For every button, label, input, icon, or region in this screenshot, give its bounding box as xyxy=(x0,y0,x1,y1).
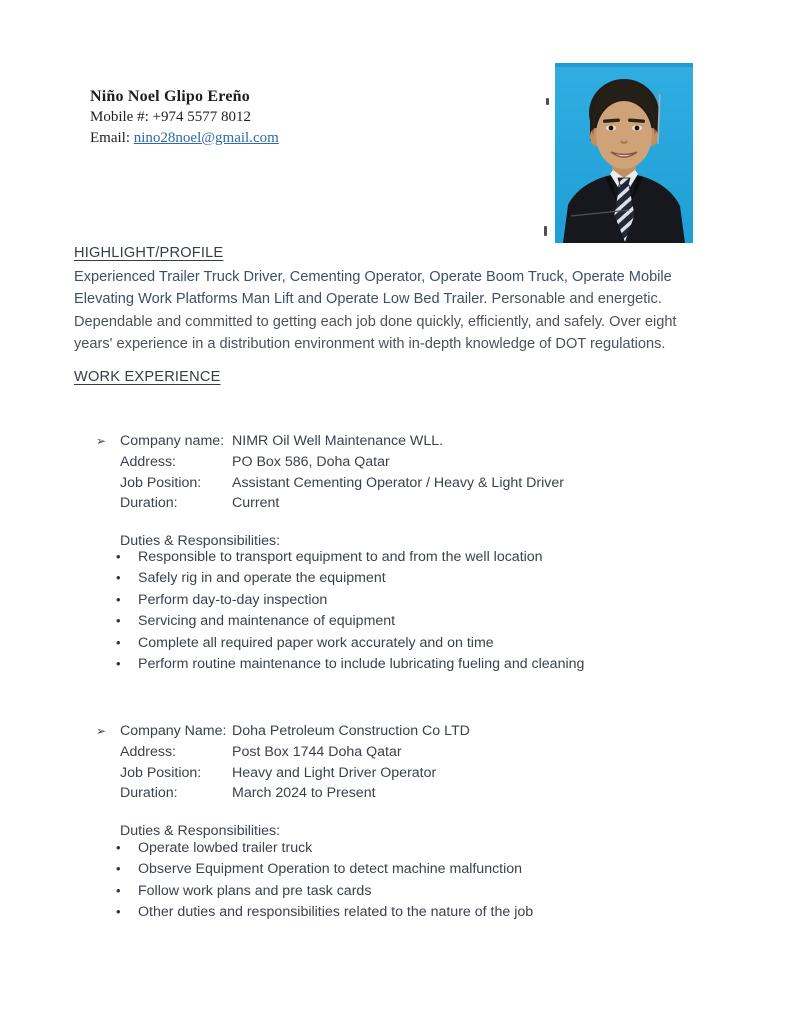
list-item xyxy=(116,635,716,656)
list-item xyxy=(116,570,716,591)
duties-title: Duties & Responsibilities: xyxy=(120,823,281,839)
duty-text: Operate lowbed trailer truck xyxy=(138,840,313,856)
list-item xyxy=(116,861,716,882)
duty-text: Follow work plans and pre task cards xyxy=(138,882,372,899)
field-label: Company name: xyxy=(120,433,225,449)
email-label: Email: xyxy=(90,129,134,146)
duty-text: Observe Equipment Operation to detect machine malfunction xyxy=(138,861,523,878)
list-item xyxy=(116,592,716,613)
highlight-profile-heading: HIGHLIGHT/PROFILE xyxy=(74,245,224,261)
job-field-row xyxy=(120,763,720,784)
list-item xyxy=(116,656,716,677)
bullet-icon: • xyxy=(116,840,121,855)
field-value: March 2024 to Present xyxy=(232,785,376,802)
duty-text: Perform routine maintenance to include lubricating fueling and cleaning xyxy=(138,655,585,672)
list-item xyxy=(116,883,716,904)
mobile-line: Mobile #: +974 5577 8012 xyxy=(90,109,251,125)
duties-title: Duties & Responsibilities: xyxy=(120,533,281,549)
field-label: Duration: xyxy=(120,785,178,802)
portrait-photo-image xyxy=(555,63,693,243)
work-experience-heading: WORK EXPERIENCE xyxy=(74,369,221,385)
bullet-icon: • xyxy=(116,882,121,898)
scan-artifact-mark xyxy=(546,98,549,105)
duty-text: Complete all required paper work accurately and on time xyxy=(138,634,494,651)
job-1-duties-list xyxy=(116,549,716,677)
portrait-photo xyxy=(555,63,693,243)
list-item xyxy=(116,549,716,570)
job-2-duties-list xyxy=(116,840,716,926)
list-item xyxy=(116,840,716,861)
duty-text: Perform day-to-day inspection xyxy=(138,591,328,608)
bullet-icon: • xyxy=(116,655,121,671)
job-field-row xyxy=(120,473,720,494)
field-label: Job Position: xyxy=(120,474,202,491)
bullet-icon: • xyxy=(116,861,121,877)
scan-artifact-mark xyxy=(544,226,547,236)
contact-header xyxy=(90,86,279,148)
field-label: Address: xyxy=(120,743,176,760)
field-value: NIMR Oil Well Maintenance WLL. xyxy=(232,433,444,449)
job-field-row xyxy=(120,431,720,452)
duty-text: Servicing and maintenance of equipment xyxy=(138,613,396,630)
profile-lead-text: Experienced Trailer Truck Driver, Cementing Operator, Operate Boom Truck, Operate Mobile Elevating Work Platforms Man Lift and Operate Low Bed Trailer. xyxy=(74,269,672,308)
field-value: PO Box 586, Doha Qatar xyxy=(232,453,390,470)
field-value: Post Box 1744 Doha Qatar xyxy=(232,743,402,760)
bullet-icon: • xyxy=(116,570,121,586)
field-value: Doha Petroleum Construction Co LTD xyxy=(232,723,470,739)
profile-paragraph xyxy=(74,266,705,356)
field-label: Company Name: xyxy=(120,723,227,739)
arrow-bullet-icon: ➢ xyxy=(96,434,107,448)
field-value: Heavy and Light Driver Operator xyxy=(232,764,437,781)
job-1-fields xyxy=(120,431,720,514)
list-item xyxy=(116,613,716,634)
bullet-icon: • xyxy=(116,613,121,629)
duty-text: Responsible to transport equipment to and from the well location xyxy=(138,549,543,565)
bullet-icon: • xyxy=(116,634,121,650)
job-field-row xyxy=(120,721,720,742)
bullet-icon: • xyxy=(116,549,121,564)
job-field-row xyxy=(120,783,720,804)
list-item xyxy=(116,904,716,925)
bullet-icon: • xyxy=(116,591,121,607)
profile-rest-text: Personable and energetic. Dependable and committed to getting each job done quickly, efficiently, and safely. Over eight years' experience in a distribution environment with in-depth knowledge of DOT regulations. xyxy=(74,291,677,353)
email-line xyxy=(90,128,279,149)
job-field-row xyxy=(120,452,720,473)
duty-text: Other duties and responsibilities related to the nature of the job xyxy=(138,904,534,921)
field-label: Job Position: xyxy=(120,764,202,781)
job-field-row xyxy=(120,742,720,763)
job-field-row xyxy=(120,493,720,514)
field-value: Current xyxy=(232,495,280,512)
field-label: Address: xyxy=(120,453,176,470)
arrow-bullet-icon: ➢ xyxy=(96,724,107,738)
field-value: Assistant Cementing Operator / Heavy & Light Driver xyxy=(232,474,564,491)
job-2-fields xyxy=(120,721,720,804)
duty-text: Safely rig in and operate the equipment xyxy=(138,570,386,587)
bullet-icon: • xyxy=(116,904,121,920)
person-name: Niño Noel Glipo Ereño xyxy=(90,88,250,105)
field-label: Duration: xyxy=(120,495,178,512)
email-link[interactable]: nino28noel@gmail.com xyxy=(133,129,279,146)
